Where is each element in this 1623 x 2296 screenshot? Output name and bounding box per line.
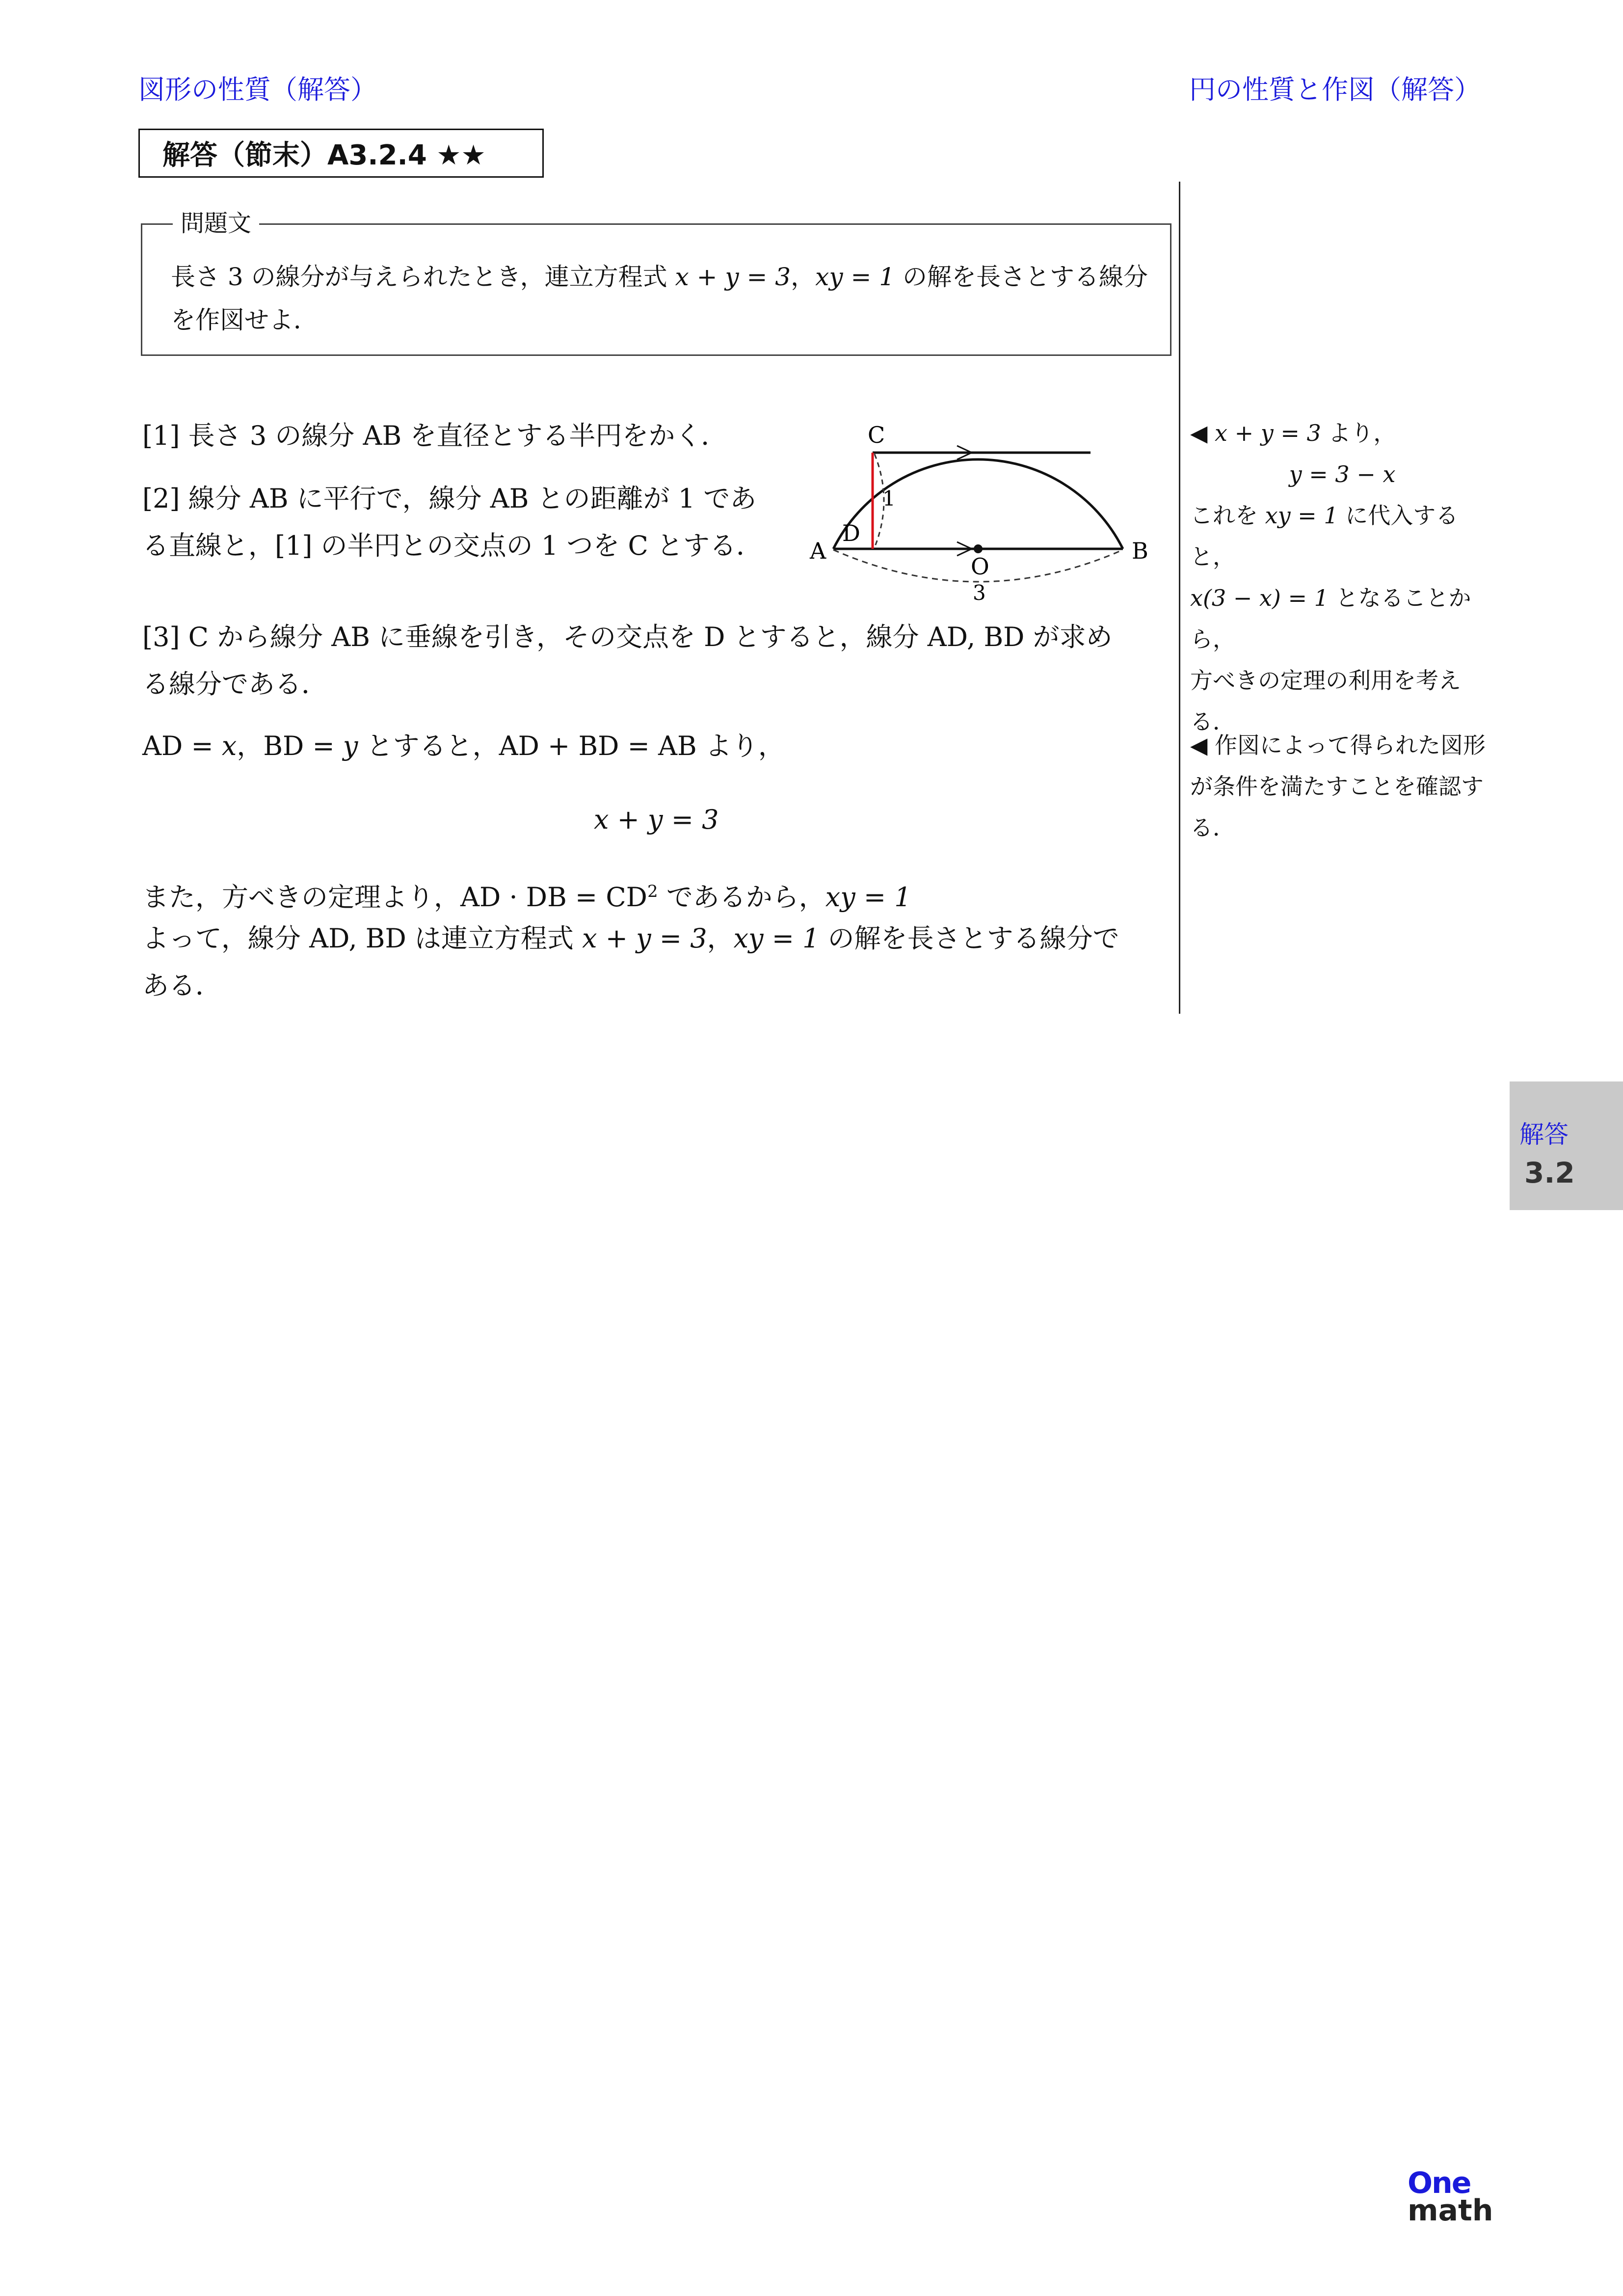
text: に代入すると， — [1190, 502, 1459, 570]
logo-one-text: One — [1408, 2166, 1471, 2200]
text: となることから， — [1190, 585, 1471, 652]
margin-divider — [1179, 182, 1180, 1014]
math-var: x — [221, 730, 237, 761]
text: ， — [707, 923, 734, 954]
explanation-line-2 — [142, 868, 911, 921]
problem-label: 問題文 — [173, 204, 259, 238]
section-tab[interactable] — [1510, 1081, 1623, 1210]
math-expr: xy = 1 — [733, 923, 820, 954]
side-note-1-line-3 — [1190, 495, 1494, 577]
text: より， — [1321, 420, 1396, 446]
solution-title-box — [138, 129, 544, 178]
side-note-1-line-1 — [1190, 412, 1494, 454]
math-expr: xy = 1 — [825, 882, 911, 913]
text: AD = — [142, 730, 222, 761]
superscript: 2 — [647, 882, 658, 901]
section-tab-number: 3.2 — [1524, 1156, 1575, 1189]
label-d: D — [842, 520, 860, 546]
label-one: 1 — [882, 486, 896, 511]
explanation-line-1 — [142, 723, 785, 770]
semicircle-arc — [833, 459, 1123, 549]
text: よって，線分 AD, BD は連立方程式 — [142, 923, 583, 954]
onemath-logo — [1408, 2166, 1491, 2230]
header-right-title: 円の性質と作図（解答） — [1189, 74, 1481, 105]
semicircle-construction-figure — [800, 388, 1163, 609]
side-note-2-line-3: る． — [1190, 814, 1235, 841]
side-note-2-line-2: が条件を満たすことを確認す — [1190, 773, 1484, 800]
explanation-line-4: ある． — [142, 970, 222, 1001]
solution-title: 解答（節末）A3.2.4 ★★ — [162, 139, 486, 171]
text: であるから， — [658, 882, 825, 913]
problem-math: xy = 1 — [815, 263, 895, 291]
logo-math-text: math — [1408, 2193, 1493, 2228]
step-3-line-1: [3] C から線分 AB に垂線を引き，その交点を D とすると，線分 AD, BD が求め — [142, 621, 1113, 652]
text: の解を長さとする線分で — [819, 923, 1119, 954]
step-2-line-2: る直線と，[1] の半円との交点の 1 つを C とする． — [142, 530, 763, 561]
side-note-2 — [1190, 725, 1494, 848]
problem-text-part: 長さ 3 の線分が与えられたとき，連立方程式 — [171, 263, 675, 291]
explanation-line-3 — [142, 915, 1119, 962]
problem-box — [141, 210, 1171, 356]
section-tab-label: 解答 — [1519, 1120, 1569, 1149]
math-expr: xy = 1 — [1265, 502, 1338, 529]
header-left-title: 図形の性質（解答） — [138, 74, 377, 105]
text: また，方べきの定理より，AD · DB = CD — [142, 882, 647, 913]
side-note-1-line-5: 方べきの定理の利用を考える． — [1190, 667, 1461, 735]
side-note-2-line-1: ◀ 作図によって得られた図形 — [1190, 732, 1486, 758]
math-expr: x + y = 3 — [1215, 420, 1321, 446]
problem-text — [171, 255, 1150, 342]
side-note-1 — [1190, 412, 1494, 742]
math-var: y — [343, 730, 358, 761]
side-note-1-line-4 — [1190, 577, 1494, 660]
arrow-marker: ◀ — [1190, 420, 1215, 446]
math-expr: x(3 − x) = 1 — [1190, 585, 1329, 611]
side-note-1-equation: y = 3 − x — [1289, 461, 1396, 487]
label-a: A — [810, 538, 826, 564]
step-1: [1] 長さ 3 の線分 AB を直径とする半円をかく． — [142, 420, 728, 451]
math-expr: x + y = 3 — [582, 923, 707, 954]
label-b: B — [1132, 538, 1148, 564]
equation-sum: x + y = 3 — [594, 804, 719, 835]
problem-math: x + y = 3 — [675, 263, 791, 291]
label-o: O — [971, 553, 989, 580]
step-2-line-1: [2] 線分 AB に平行で，線分 AB との距離が 1 であ — [142, 483, 757, 514]
label-three: 3 — [973, 581, 986, 605]
center-point-o — [974, 544, 983, 553]
text: これを — [1190, 502, 1265, 529]
label-c: C — [868, 422, 885, 448]
text: とすると，AD + BD = AB より， — [358, 730, 785, 761]
problem-text-part: の解を長さとする線分を作図せよ． — [171, 263, 1148, 334]
text: ，BD = — [237, 730, 343, 761]
step-3-line-2: る線分である． — [142, 669, 328, 700]
problem-separator: ， — [791, 263, 816, 291]
